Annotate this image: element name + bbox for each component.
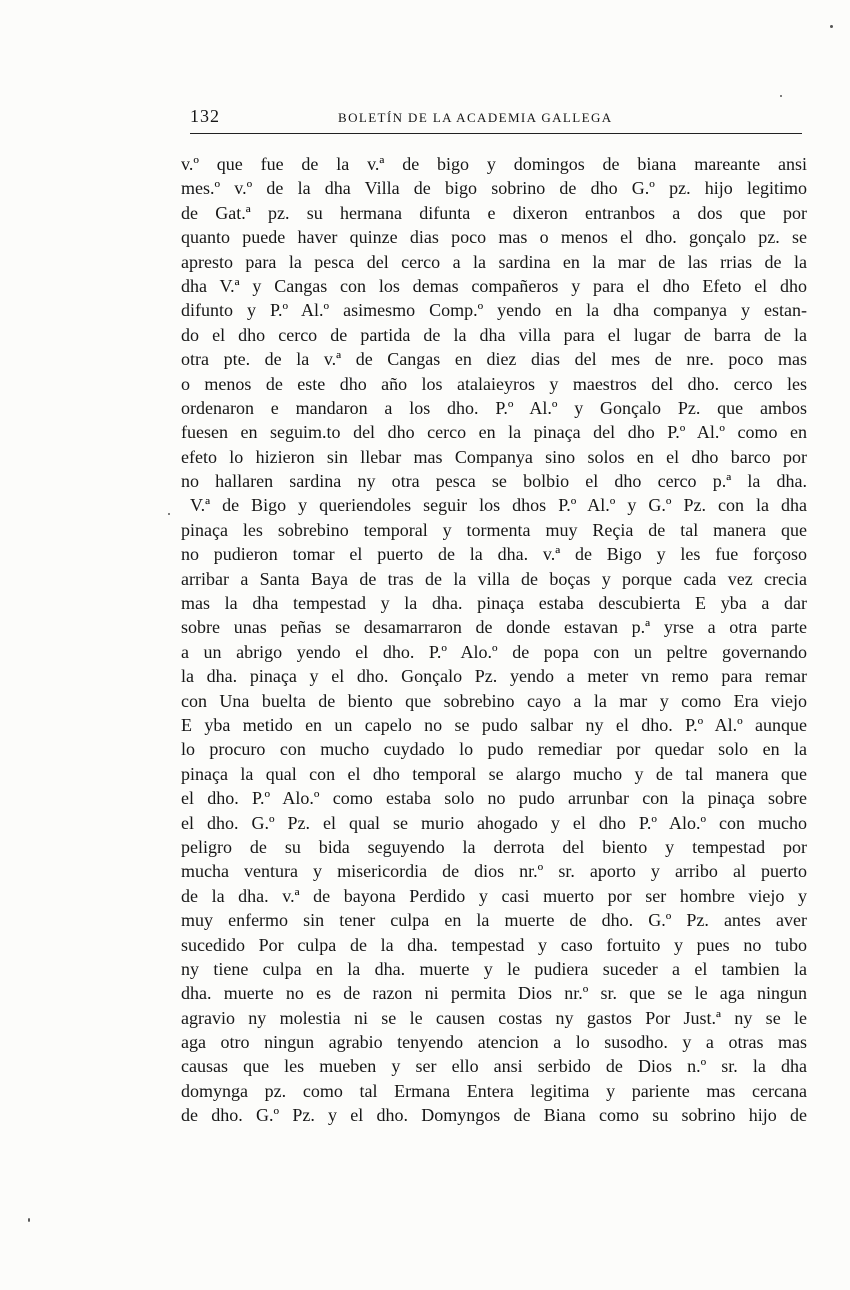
text-line: a un abrigo yendo el dho. P.º Alo.º de popa con un peltre governando [181, 641, 807, 662]
text-line: dha. muerte no es de razon ni permita Dios nr.º sr. que se le aga ningun [181, 983, 807, 1004]
scan-speck [168, 513, 170, 515]
text-line: pinaça la qual con el dho temporal se alargo mucho y de tal manera que [181, 763, 807, 784]
text-line: dha V.ª y Cangas con los demas compañeros y para el dho Efeto el dho [181, 275, 807, 296]
text-line: no hallaren sardina ny otra pesca se bolbio el dho cerco p.ª la dha. [181, 471, 807, 492]
running-head: BOLETÍN DE LA ACADEMIA GALLEGA [338, 110, 613, 125]
text-line: agravio ny molestia ni se le causen costas ny gastos Por Just.ª ny se le [181, 1007, 807, 1028]
text-line: do el dho cerco de partida de la dha villa para el lugar de barra de la [181, 324, 807, 345]
text-line: V.ª de Bigo y queriendoles seguir los dhos P.º Al.º y G.º Pz. con la dha [190, 495, 807, 516]
text-line: el dho. P.º Alo.º como estaba solo no pudo arrunbar con la pinaça sobre [181, 788, 807, 809]
scan-speck [780, 95, 782, 97]
scan-speck [830, 25, 833, 28]
text-line: peligro de su bida seguyendo la derrota del biento y tempestad por [181, 836, 807, 857]
text-line: mes.º v.º de la dha Villa de bigo sobrino de dho G.º pz. hijo legitimo [181, 178, 807, 199]
text-line: sucedido Por culpa de la dha. tempestad y caso fortuito y pues no tubo [181, 934, 807, 955]
text-line: ordenaron e mandaron a los dho. P.º Al.º y Gonçalo Pz. que ambos [181, 397, 807, 418]
text-line: difunto y P.º Al.º asimesmo Comp.º yendo en la dha companya y estan- [181, 300, 807, 321]
header-rule [190, 133, 802, 134]
text-line: E yba metido en un capelo no se pudo salbar ny el dho. P.º Al.º aunque [181, 714, 807, 735]
text-line: arribar a Santa Baya de tras de la villa de boças y porque cada vez crecia [181, 568, 807, 589]
page-header [190, 104, 802, 130]
body-text [181, 152, 807, 1128]
text-line: domynga pz. como tal Ermana Entera legitima y pariente mas cercana [181, 1080, 807, 1101]
text-line: no pudieron tomar el puerto de la dha. v.ª de Bigo y les fue forçoso [181, 544, 807, 565]
text-line: el dho. G.º Pz. el qual se murio ahogado y el dho P.º Alo.º con mucho [181, 812, 807, 833]
text-line: apresto para la pesca del cerco a la sardina en la mar de las rrias de la [181, 251, 807, 272]
text-line: con Una buelta de biento que sobrebino cayo a la mar y como Era viejo [181, 690, 807, 711]
text-line: de la dha. v.ª de bayona Perdido y casi muerto por ser hombre viejo y [181, 885, 807, 906]
text-line: mas la dha tempestad y la dha. pinaça estaba descubierta E yba a dar [181, 593, 807, 614]
text-line: sobre unas peñas se desamarraron de donde estavan p.ª yrse a otra parte [181, 617, 807, 638]
text-line: muy enfermo sin tener culpa en la muerte de dho. G.º Pz. antes aver [181, 910, 807, 931]
text-line: lo procuro con mucho cuydado lo pudo remediar por quedar solo en la [181, 739, 807, 760]
text-line: fuesen en seguim.to del dho cerco en la pinaça del dho P.º Al.º como en [181, 422, 807, 443]
text-line: efeto lo hizieron sin llebar mas Companya sino solos en el dho barco por [181, 446, 807, 467]
text-line: quanto puede haver quinze dias poco mas o menos el dho. gonçalo pz. se [181, 227, 807, 248]
text-line: causas que les mueben y ser ello ansi serbido de Dios n.º sr. la dha [181, 1056, 807, 1077]
scan-speck [28, 1218, 30, 1222]
text-line: la dha. pinaça y el dho. Gonçalo Pz. yendo a meter vn remo para remar [181, 666, 807, 687]
text-line: otra pte. de la v.ª de Cangas en diez dias del mes de nre. poco mas [181, 349, 807, 370]
text-line: de Gat.ª pz. su hermana difunta e dixeron entranbos a dos que por [181, 202, 807, 223]
text-line: mucha ventura y misericordia de dios nr.º sr. aporto y arribo al puerto [181, 861, 807, 882]
text-line: de dho. G.º Pz. y el dho. Domyngos de Biana como su sobrino hijo de [181, 1105, 807, 1126]
text-line: aga otro ningun agrabio tenyendo atencion a lo susodho. y a otras mas [181, 1032, 807, 1053]
text-line: ny tiene culpa en la dha. muerte y le pudiera suceder a el tambien la [181, 958, 807, 979]
text-line: v.º que fue de la v.ª de bigo y domingos de biana mareante ansi [181, 154, 807, 174]
text-line: pinaça les sobrebino temporal y tormenta muy Reçia de tal manera que [181, 519, 807, 540]
page-number: 132 [190, 106, 220, 126]
text-line: o menos de este dho año los atalaieyros y maestros del dho. cerco les [181, 373, 807, 394]
